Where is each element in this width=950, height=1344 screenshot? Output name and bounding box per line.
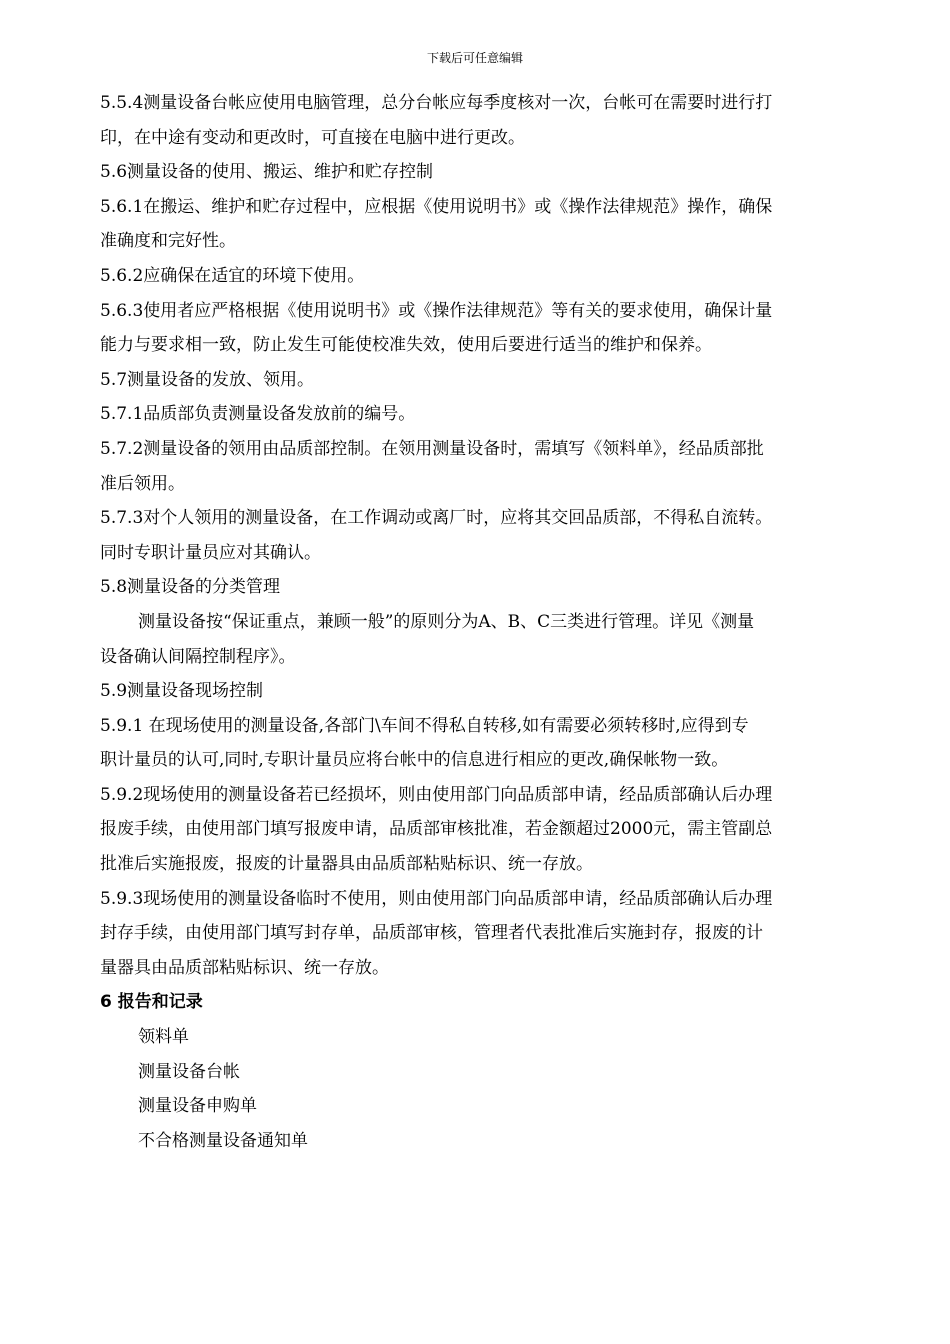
section-5-8-title: 5.8测量设备的分类管理 xyxy=(100,577,281,598)
record-item: 测量设备台帐 xyxy=(138,1061,240,1082)
clause-5-9-3-line-2: 封存手续，由使用部门填写封存单，品质部审核，管理者代表批准后实施封存，报废的计 xyxy=(100,923,763,944)
clause-5-5-4-line-1: 5.5.4测量设备台帐应使用电脑管理，总分台帐应每季度核对一次，台帐可在需要时进行打 xyxy=(100,93,773,113)
clause-5-9-3-line-1: 5.9.3现场使用的测量设备临时不使用，则由使用部门向品质部申请，经品质部确认后办理 xyxy=(100,888,773,909)
clause-5-5-4-line-2: 印，在中途有变动和更改时，可直接在电脑中进行更改。 xyxy=(100,127,525,148)
clause-5-6-3-line-1: 5.6.3使用者应严格根据《使用说明书》或《操作法律规范》等有关的要求使用，确保计量 xyxy=(100,300,773,321)
section-5-6-title: 5.6测量设备的使用、搬运、维护和贮存控制 xyxy=(100,162,434,183)
clause-5-7-2-line-2: 准后领用。 xyxy=(100,473,185,494)
record-item: 不合格测量设备通知单 xyxy=(138,1130,308,1151)
clause-5-7-3-line-1: 5.7.3对个人领用的测量设备，在工作调动或离厂时，应将其交回品质部，不得私自流转。 xyxy=(100,508,773,529)
section-5-7-title: 5.7测量设备的发放、领用。 xyxy=(100,369,315,390)
page-header-note: 下载后可任意编辑 xyxy=(426,51,523,65)
clause-5-9-3-line-3: 量器具由品质部粘贴标识、统一存放。 xyxy=(100,957,389,978)
clause-5-7-3-line-2: 同时专职计量员应对其确认。 xyxy=(100,542,321,563)
clause-5-6-1-line-2: 准确度和完好性。 xyxy=(100,231,236,252)
document-body xyxy=(100,86,860,1158)
clause-5-9-2-line-3: 批准后实施报废，报废的计量器具由品质部粘贴标识、统一存放。 xyxy=(100,854,593,875)
record-item: 领料单 xyxy=(138,1027,189,1048)
clause-5-7-2-line-1: 5.7.2测量设备的领用由品质部控制。在领用测量设备时，需填写《领料单》，经品质部批 xyxy=(100,438,764,459)
clause-5-7-1: 5.7.1品质部负责测量设备发放前的编号。 xyxy=(100,404,416,425)
section-5-8-body-line-2: 设备确认间隔控制程序》。 xyxy=(100,646,296,667)
record-item: 测量设备申购单 xyxy=(138,1096,257,1117)
clause-5-6-3-line-2: 能力与要求相一致，防止发生可能使校准失效，使用后要进行适当的维护和保养。 xyxy=(100,335,712,356)
clause-5-9-2-line-2: 报废手续，由使用部门填写报废申请，品质部审核批准，若金额超过2000元，需主管副总 xyxy=(100,819,773,840)
clause-5-6-2: 5.6.2应确保在适宜的环境下使用。 xyxy=(100,265,365,286)
section-5-9-title: 5.9测量设备现场控制 xyxy=(100,681,264,702)
section-6-heading: 6 报告和记录 xyxy=(100,992,203,1013)
section-5-8-body-line-1: 测量设备按“保证重点，兼顾一般”的原则分为A、B、C三类进行管理。详见《测量 xyxy=(138,611,755,632)
clause-5-9-1-line-1: 5.9.1 在现场使用的测量设备,各部门\车间不得私自转移,如有需要必须转移时,应得到专 xyxy=(100,715,749,736)
clause-5-9-1-line-2: 职计量员的认可,同时,专职计量员应将台帐中的信息进行相应的更改,确保帐物一致。 xyxy=(100,750,729,771)
clause-5-6-1-line-1: 5.6.1在搬运、维护和贮存过程中，应根据《使用说明书》或《操作法律规范》操作，确保 xyxy=(100,196,773,217)
clause-5-9-2-line-1: 5.9.2现场使用的测量设备若已经损坏，则由使用部门向品质部申请，经品质部确认后办理 xyxy=(100,784,773,805)
